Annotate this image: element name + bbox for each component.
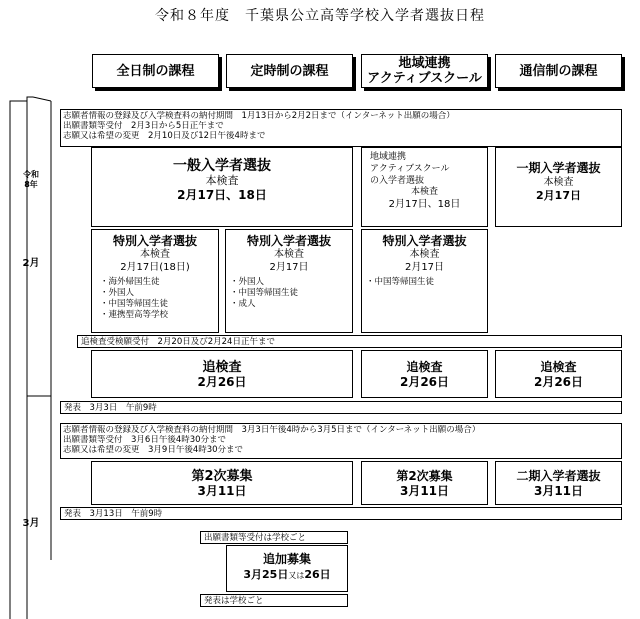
chiiki-l3: の入学者選抜 bbox=[370, 176, 425, 186]
tsui-title: 追検査 bbox=[540, 360, 577, 374]
dai2-title: 第2次募集 bbox=[191, 469, 253, 484]
tsui-box-main bbox=[91, 350, 353, 398]
header-chiiki-line1: 地域連携 bbox=[398, 56, 451, 71]
tsui-box-tsushin bbox=[495, 350, 622, 398]
tsuika-top: 出願書類等受付は学校ごと bbox=[200, 531, 348, 544]
ikki-date: 2月17日 bbox=[536, 189, 581, 202]
list-item: ・外国人 bbox=[230, 277, 265, 287]
tsui-uketsuke: 追検査受検願受付 2月20日及び2月24日正午まで bbox=[77, 335, 622, 348]
tsui-title: 追検査 bbox=[202, 360, 242, 375]
list-item: ・外国人 bbox=[100, 288, 135, 298]
tsuika-date-alt: 26日 bbox=[304, 568, 331, 581]
ikki-box bbox=[495, 147, 622, 227]
list-item: ・中国等帰国生徒 bbox=[366, 277, 435, 287]
mar-info-line3: 志願又は希望の変更 3月9日午後4時30分まで bbox=[63, 445, 244, 455]
ippan-date: 2月17日、18日 bbox=[177, 188, 267, 202]
tokubetsu1-sub: 本検査 bbox=[140, 249, 170, 260]
list-item: ・中国等帰国生徒 bbox=[230, 288, 299, 298]
niki-title: 二期入学者選抜 bbox=[516, 469, 601, 483]
tsuika-bottom: 発表は学校ごと bbox=[200, 594, 348, 607]
tokubetsu3-sub: 本検査 bbox=[409, 249, 440, 260]
list-item: ・成人 bbox=[230, 299, 256, 309]
tsui-date: 2月26日 bbox=[533, 375, 584, 389]
header-zennichi: 全日制の課程 bbox=[92, 54, 219, 88]
feb-info-line2: 出願書類等受付 2月3日から5日正午まで bbox=[63, 121, 224, 131]
ikki-title: 一期入学者選抜 bbox=[516, 161, 601, 175]
tokubetsu-box-2 bbox=[225, 229, 353, 333]
feb-info-line1: 志願者情報の登録及び入学検査料の納付期間 1月13日から2月2日まで（インターネット出願の場合） bbox=[63, 111, 455, 121]
tsuika-box bbox=[226, 545, 348, 592]
tokubetsu-box-3 bbox=[361, 229, 488, 333]
month-feb: 2月 bbox=[22, 258, 40, 269]
mar-info-line1: 志願者情報の登録及び入学検査料の納付期間 3月3日午後4時から3月5日まで（インターネット出願の場合） bbox=[63, 425, 481, 435]
list-item: ・中国等帰国生徒 bbox=[100, 299, 169, 309]
tokubetsu2-title: 特別入学者選抜 bbox=[246, 234, 331, 248]
chiiki-l1: 地域連携 bbox=[370, 152, 407, 162]
mar-info bbox=[60, 423, 622, 459]
reiwa-label bbox=[11, 170, 51, 190]
month-mar: 3月 bbox=[22, 518, 40, 529]
chiiki-sub: 本検査 bbox=[410, 187, 438, 197]
tokubetsu3-list bbox=[366, 277, 487, 288]
chiiki-date: 2月17日、18日 bbox=[388, 199, 461, 210]
tsui-title: 追検査 bbox=[406, 360, 443, 374]
niki-date: 3月11日 bbox=[533, 484, 584, 498]
dai2-box-main bbox=[91, 461, 353, 505]
happyo-1: 発表 3月3日 午前9時 bbox=[60, 401, 622, 414]
tsui-box-chiiki bbox=[361, 350, 488, 398]
tokubetsu1-title: 特別入学者選抜 bbox=[112, 234, 197, 248]
chiiki-l2: アクティブスクール bbox=[370, 164, 450, 174]
ippan-sub: 本検査 bbox=[205, 174, 239, 187]
ippan-title: 一般入学者選抜 bbox=[173, 158, 271, 174]
tokubetsu2-list bbox=[230, 277, 352, 310]
tokubetsu3-title: 特別入学者選抜 bbox=[382, 234, 467, 248]
chiiki-label bbox=[370, 151, 487, 187]
ikki-sub: 本検査 bbox=[543, 177, 574, 188]
tsuika-date bbox=[227, 567, 347, 583]
page-title: 令和８年度 千葉県公立高等学校入学者選抜日程 bbox=[155, 8, 485, 24]
niki-box bbox=[495, 461, 622, 505]
dai2-date: 3月11日 bbox=[399, 484, 450, 498]
header-chiiki-line2: アクティブスクール bbox=[367, 71, 482, 86]
list-item: ・連携型高等学校 bbox=[100, 310, 169, 320]
header-tsushin: 通信制の課程 bbox=[495, 54, 622, 88]
feb-info bbox=[60, 109, 622, 147]
tokubetsu3-date: 2月17日 bbox=[404, 262, 445, 273]
tokubetsu2-sub: 本検査 bbox=[274, 249, 304, 260]
tokubetsu-box-1 bbox=[91, 229, 219, 333]
tsuika-date-or: 又は bbox=[288, 571, 305, 580]
chiiki-box bbox=[361, 147, 488, 227]
ippan-box bbox=[91, 147, 353, 227]
feb-info-line3: 志願又は希望の変更 2月10日及び12日午後4時まで bbox=[63, 131, 266, 141]
tokubetsu1-list bbox=[100, 277, 218, 321]
list-item: ・海外帰国生徒 bbox=[100, 277, 160, 287]
dai2-date: 3月11日 bbox=[197, 484, 247, 498]
tsuika-date-main: 3月25日 bbox=[243, 568, 289, 581]
tsui-date: 2月26日 bbox=[197, 375, 247, 389]
dai2-box-chiiki bbox=[361, 461, 488, 505]
tokubetsu1-date: 2月17日(18日) bbox=[120, 262, 190, 273]
reiwa-line1: 令和 bbox=[23, 170, 39, 179]
tsuika-title: 追加募集 bbox=[262, 552, 311, 566]
dai2-title: 第2次募集 bbox=[396, 469, 453, 483]
happyo-2: 発表 3月13日 午前9時 bbox=[60, 507, 622, 520]
mar-info-line2: 出願書類等受付 3月6日午後4時30分まで bbox=[63, 435, 227, 445]
header-teiji: 定時制の課程 bbox=[226, 54, 353, 88]
reiwa-line2: 8年 bbox=[24, 180, 38, 189]
tokubetsu2-date: 2月17日 bbox=[269, 262, 309, 273]
tsui-date: 2月26日 bbox=[399, 375, 450, 389]
